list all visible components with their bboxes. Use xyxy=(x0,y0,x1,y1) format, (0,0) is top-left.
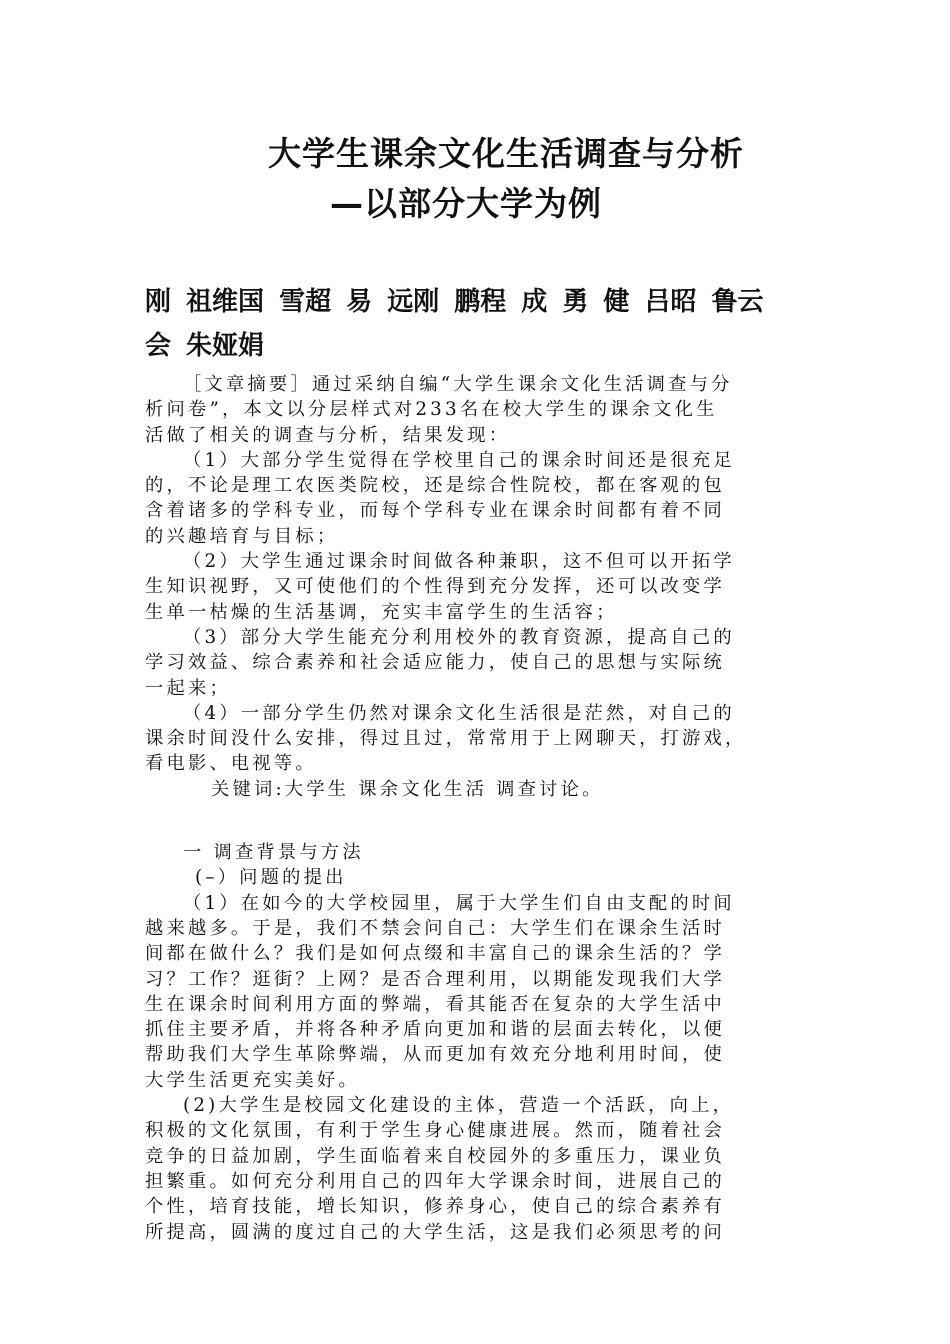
text-line: 竞争的日益加剧，学生面临着来自校园外的多重压力，课业负 xyxy=(145,1145,725,1167)
author-line-1: 刚 祖维国 雪超 易 远刚 鹏程 成 勇 健 吕昭 鲁云 xyxy=(145,287,764,317)
document-body xyxy=(145,372,813,1245)
abstract-paragraph xyxy=(145,372,813,448)
text-line: （4）一部分学生仍然对课余文化生活很是茫然，对自己的 xyxy=(183,702,735,724)
abstract-finding-2 xyxy=(145,549,813,625)
text-line: 生知识视野，又可使他们的个性得到充分发挥，还可以改变学 xyxy=(145,576,725,598)
text-line: (2)大学生是校园文化建设的主体，营造一个活跃，向上， xyxy=(183,1095,735,1117)
text-line: （2）大学生通过课余时间做各种兼职，这不但可以开拓学 xyxy=(183,551,735,573)
abstract-finding-1 xyxy=(145,448,813,549)
text-line: 生单一枯燥的生活基调，充实丰富学生的生活容； xyxy=(145,601,618,623)
text-line: 学习效益、综合素养和社会适应能力，使自己的思想与实际统 xyxy=(145,652,725,674)
text-line: （3）部分大学生能充分利用校外的教育资源，提高自己的 xyxy=(183,626,735,648)
text-line: 活做了相关的调查与分析，结果发现： xyxy=(145,424,511,446)
text-line: 析问卷”，本文以分层样式对233名在校大学生的课余文化生 xyxy=(145,399,718,421)
section-heading: 一 调查背景与方法 xyxy=(183,842,364,864)
text-line: 课余时间没什么安排，得过且过，常常用于上网聊天，打游戏， xyxy=(145,728,747,750)
text-line: ［文章摘要］通过采纳自编“大学生课余文化生活调查与分 xyxy=(183,374,733,395)
text-line: （1）在如今的大学校园里，属于大学生们自由支配的时间 xyxy=(183,892,735,914)
text-line: 的兴趣培育与目标； xyxy=(145,525,339,547)
text-line: 担繁重。如何充分利用自己的四年大学课余时间，进展自己的 xyxy=(145,1170,725,1192)
text-line: 个性，培育技能，增长知识，修养身心，使自己的综合素养有 xyxy=(145,1196,725,1218)
spacer xyxy=(145,802,813,840)
text-line: 所提高，圆满的度过自己的大学生活，这是我们必须思考的问 xyxy=(145,1221,725,1243)
text-line: 间都在做什么？我们是如何点缀和丰富自己的课余生活的？学 xyxy=(145,943,725,965)
text-line: 抓住主要矛盾，并将各种矛盾向更加和谐的层面去转化，以便 xyxy=(145,1019,725,1041)
text-line: （1）大部分学生觉得在学校里自己的课余时间还是很充足 xyxy=(183,449,735,471)
abstract-finding-4 xyxy=(145,701,813,777)
text-line: 积极的文化氛围，有利于学生身心健康进展。然而，随着社会 xyxy=(145,1120,725,1142)
body-paragraph-2 xyxy=(145,1093,813,1245)
author-line-2: 会 朱娅娟 xyxy=(145,331,265,361)
document-subtitle: —以部分大学为例 xyxy=(330,184,602,223)
text-line: 的，不论是理工农医类院校，还是综合性院校，都在客观的包 xyxy=(145,475,725,497)
text-line: 看电影、电视等。 xyxy=(145,753,317,775)
text-line: 大学生活更充实美好。 xyxy=(145,1069,360,1091)
author-list xyxy=(145,280,815,368)
text-line: 帮助我们大学生革除弊端，从而更加有效充分地利用时间，使 xyxy=(145,1044,725,1066)
subsection-heading: (–）问题的提出 xyxy=(195,867,347,889)
body-paragraph-1 xyxy=(145,891,813,1093)
abstract-finding-3 xyxy=(145,625,813,701)
text-line: 一起来； xyxy=(145,677,231,699)
text-line: 含着诸多的学科专业，而每个学科专业在课余时间都有着不同 xyxy=(145,500,725,522)
text-line: 生在课余时间利用方面的弊端，看其能否在复杂的大学生活中 xyxy=(145,993,725,1015)
document-title: 大学生课余文化生活调查与分析 xyxy=(268,134,744,173)
keywords: 关键词:大学生 课余文化生活 调查讨论。 xyxy=(211,778,604,800)
text-line: 习？工作？逛街？上网？是否合理利用，以期能发现我们大学 xyxy=(145,968,725,990)
text-line: 越来越多。于是，我们不禁会问自己：大学生们在课余生活时 xyxy=(145,917,725,939)
